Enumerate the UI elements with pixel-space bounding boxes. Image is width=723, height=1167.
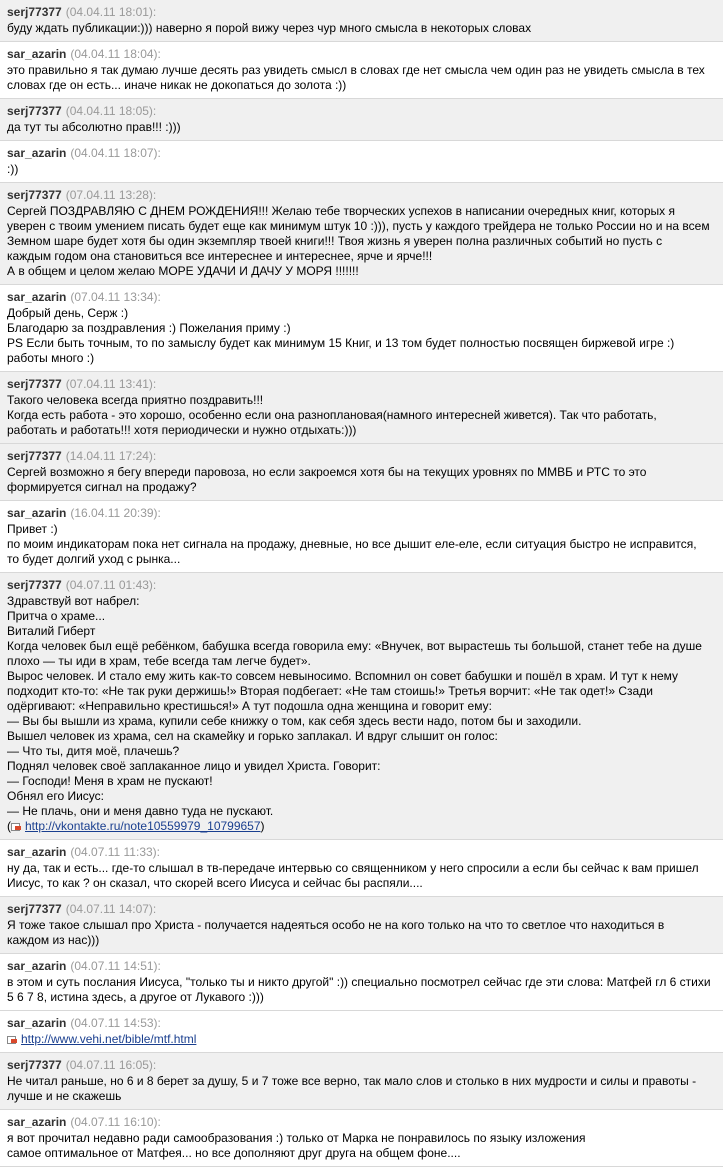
comment-body [7, 120, 719, 135]
comment-date: (04.07.11 14:51): [70, 959, 161, 973]
comment-header [7, 448, 719, 464]
comment-text: в этом и суть послания Иисуса, "только ты и никто другой" :)) специально посмотрел сейчас где эти слова: Матфей гл 6 стихи 5 6 7 8, истина здесь, а другое от Лукавого :))) [7, 975, 711, 1004]
comment-item [0, 1053, 723, 1110]
comment-header [7, 1015, 719, 1031]
comment-text: Сергей ПОЗДРАВЛЯЮ С ДНЕМ РОЖДЕНИЯ!!! Желаю тебе творческих успехов в написании очередных книг, которых я уверен с твоим умением писать будет еще как минимум штук 10 :))), пусть у каждого трейдера не только России но и на всем Земном шаре будет хотя бы один экземпляр твоей книги!!! Твоя жизнь я уверен полна различных событий но пусть с каждым годом она становиться все интереснее и интереснее, ярче и ярче!!! А в общем и целом желаю МОРЕ УДАЧИ И ДАЧУ У МОРЯ !!!!!!! [7, 204, 710, 278]
comment-body [7, 1074, 719, 1104]
comment-author[interactable]: sar_azarin [7, 845, 67, 859]
comment-header [7, 46, 719, 62]
comment-link-line [7, 819, 265, 833]
comment-item [0, 573, 723, 840]
comment-date: (07.04.11 13:28): [65, 188, 157, 202]
comment-text: ну да, так и есть... где-то слышал в тв-передаче интервью со священником у него спросили а если бы сейчас к вам пришел Иисус, то как ? он сказал, что скорей всего Иисуса и сейчас бы распяли.... [7, 861, 699, 890]
comment-text: Привет :) по моим индикаторам пока нет сигнала на продажу, дневные, но все дышит еле-еле, если ситуация быстро не исправится, то будет долгий уход с рынка... [7, 522, 697, 566]
comment-header [7, 844, 719, 860]
comment-item [0, 99, 723, 141]
comment-text: Здравствуй вот набрел: Притча о храме... Виталий Гиберт Когда человек был ещё ребёнком, бабушка всегда говорила ему: «Внучек, вот вырастешь ты большой, станет тебе на душе плохо — ты иди в храм, тебе всегда там легче будет». Вырос человек. И стало ему жить как-то совсем невыносимо. Вспомнил он совет бабушки и пошёл в храм. И тут к нему подходит кто-то: «Не так руки держишь!» Вторая подбегает: «Не там стоишь!» Третья ворчит: «Не так одет!» Сзади одёргивают: «Неправильно крестишься!» А тут подошла одна женщина и говорит ему: — Вы бы вышли из храма, купили себе книжку о том, как себя здесь вести надо, потом бы и заходили. Вышел человек из храма, сел на скамейку и горько заплакал. И вдруг слышит он голос: — Что ты, дитя моё, плачешь? Поднял человек своё заплаканное лицо и увидел Христа. Говорит: — Господи! Меня в храм не пускают! Обнял его Иисус: — Не плачь, они и меня давно туда не пускают. [7, 594, 702, 818]
comment-item [0, 42, 723, 99]
comment-text: Сергей возможно я бегу впереди паровоза, но если закроемся хотя бы на текущих уровнях по ММВБ и РТС то это формируется сигнал на продажу? [7, 465, 647, 494]
comment-text: Добрый день, Серж :) Благодарю за поздравления :) Пожелания приму :) PS Если быть точным, то по замыслу будет как минимум 15 Книг, и 13 том будет полностью посвящен биржевой игре :) работы много :) [7, 306, 675, 365]
comment-header [7, 103, 719, 119]
comment-text: Я тоже такое слышал про Христа - получается надеяться особо не на кого только на что то светлое что находиться в каждом из нас))) [7, 918, 665, 947]
comment-item [0, 954, 723, 1011]
comment-body [7, 204, 719, 279]
comment-item [0, 372, 723, 444]
comment-item [0, 141, 723, 183]
link-open-paren: ( [7, 819, 11, 833]
comment-text: :)) [7, 162, 19, 176]
comment-header [7, 958, 719, 974]
comment-date: (04.07.11 16:05): [65, 1058, 157, 1072]
comment-author[interactable]: sar_azarin [7, 506, 67, 520]
comment-item [0, 0, 723, 42]
comment-text: это правильно я так думаю лучше десять раз увидеть смысл в словах где нет смысла чем один раз не увидеть смысла в тех словах где он есть... иначе никак не докопаться до золота :)) [7, 63, 705, 92]
comment-text: буду ждать публикации:))) наверно я порой вижу через чур много смысла в некоторых словах [7, 21, 532, 35]
comment-body [7, 1131, 719, 1161]
comment-item [0, 501, 723, 573]
comment-header [7, 505, 719, 521]
comment-author[interactable]: serj77377 [7, 449, 62, 463]
comment-body [7, 861, 719, 891]
comment-link[interactable]: http://vkontakte.ru/note10559979_10799657 [25, 819, 261, 833]
comment-body [7, 306, 719, 366]
comment-author[interactable]: serj77377 [7, 1058, 62, 1072]
comment-header [7, 376, 719, 392]
comment-text: да тут ты абсолютно прав!!! :))) [7, 120, 181, 134]
external-link-icon [11, 822, 23, 831]
comment-author[interactable]: sar_azarin [7, 146, 67, 160]
comment-item [0, 444, 723, 501]
comment-body [7, 1032, 719, 1047]
comment-body [7, 522, 719, 567]
comment-body [7, 918, 719, 948]
comment-date: (14.04.11 17:24): [65, 449, 157, 463]
comment-date: (04.04.11 18:04): [70, 47, 161, 61]
comment-author[interactable]: sar_azarin [7, 1115, 67, 1129]
comment-date: (04.07.11 16:10): [70, 1115, 161, 1129]
comment-date: (07.04.11 13:34): [70, 290, 161, 304]
comment-author[interactable]: sar_azarin [7, 47, 67, 61]
comment-author[interactable]: serj77377 [7, 104, 62, 118]
comment-text: Такого человека всегда приятно поздравить!!! Когда есть работа - это хорошо, особенно если она разноплановая(намного интересней живется). Так что работать, работать и работать!!! хотя периодически и нужно отдыхать:))) [7, 393, 657, 437]
comment-date: (07.04.11 13:41): [65, 377, 157, 391]
comment-date: (04.07.11 01:43): [65, 578, 157, 592]
comment-header [7, 577, 719, 593]
comment-header [7, 4, 719, 20]
comment-body [7, 21, 719, 36]
comment-header [7, 187, 719, 203]
comment-item [0, 897, 723, 954]
comment-body [7, 63, 719, 93]
comment-item [0, 1011, 723, 1053]
comment-date: (04.04.11 18:07): [70, 146, 161, 160]
comment-date: (04.07.11 14:07): [65, 902, 157, 916]
comment-date: (04.04.11 18:05): [65, 104, 157, 118]
comment-body [7, 393, 719, 438]
comment-link[interactable]: http://www.vehi.net/bible/mtf.html [21, 1032, 197, 1046]
comment-author[interactable]: sar_azarin [7, 1016, 67, 1030]
comment-date: (04.04.11 18:01): [65, 5, 157, 19]
comment-item [0, 285, 723, 372]
comment-author[interactable]: serj77377 [7, 578, 62, 592]
comment-body [7, 975, 719, 1005]
comment-body [7, 465, 719, 495]
comment-author[interactable]: serj77377 [7, 188, 62, 202]
comment-link-line [7, 1032, 196, 1046]
comment-item [0, 1110, 723, 1167]
comment-header [7, 1114, 719, 1130]
comment-author[interactable]: serj77377 [7, 377, 62, 391]
comment-author[interactable]: serj77377 [7, 902, 62, 916]
comment-item [0, 840, 723, 897]
comment-date: (04.07.11 11:33): [70, 845, 160, 859]
comment-header [7, 1057, 719, 1073]
comment-body [7, 594, 719, 834]
comment-author[interactable]: sar_azarin [7, 959, 67, 973]
comment-date: (04.07.11 14:53): [70, 1016, 161, 1030]
link-close-paren: ) [260, 819, 265, 833]
external-link-icon [7, 1035, 19, 1044]
comment-text: я вот прочитал недавно ради самообразования :) только от Марка не понравилось по языку изложения самое оптимальное от Матфея... но все дополняют друг друга на общем фоне.... [7, 1131, 586, 1160]
comment-header [7, 289, 719, 305]
comment-author[interactable]: serj77377 [7, 5, 62, 19]
comment-text: Не читал раньше, но 6 и 8 берет за душу, 5 и 7 тоже все верно, так мало слов и столько в них мудрости и силы и правоты - лучше и не скажешь [7, 1074, 697, 1103]
comment-header [7, 145, 719, 161]
comment-body [7, 162, 719, 177]
comment-date: (16.04.11 20:39): [70, 506, 161, 520]
comment-header [7, 901, 719, 917]
comment-item [0, 183, 723, 285]
comment-author[interactable]: sar_azarin [7, 290, 67, 304]
